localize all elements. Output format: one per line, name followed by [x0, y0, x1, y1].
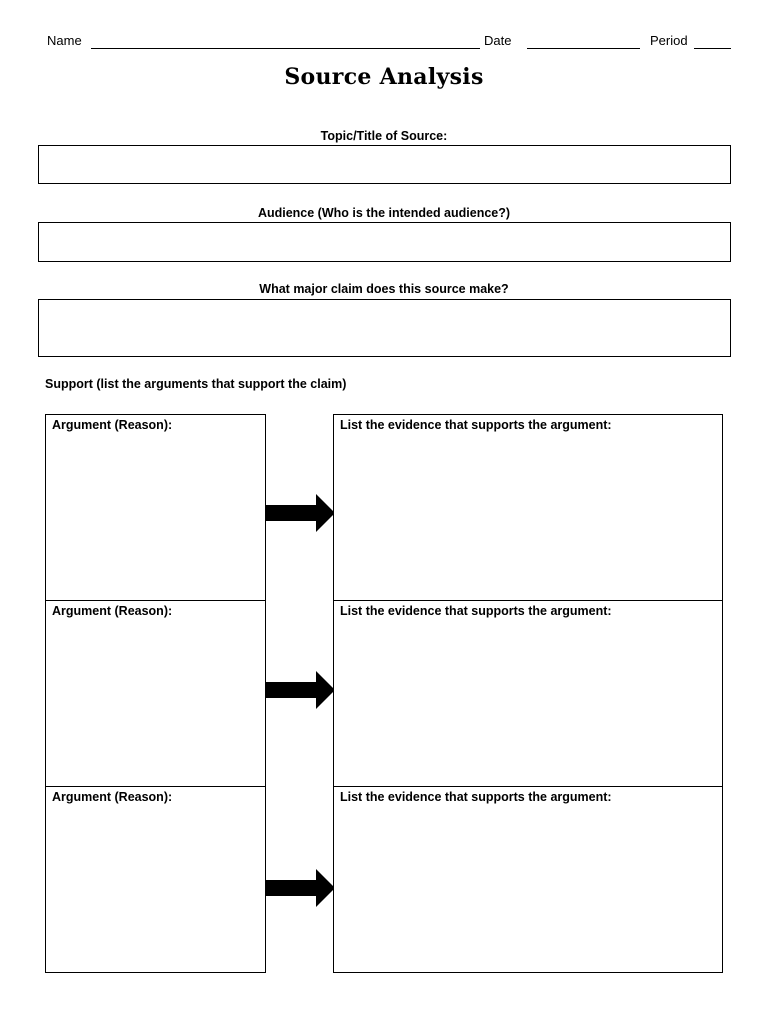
- evidence-box-3[interactable]: [333, 786, 723, 973]
- arrow-right-icon: [265, 671, 335, 709]
- page-title: Source Analysis: [284, 64, 484, 90]
- argument-box-3[interactable]: [45, 786, 266, 973]
- date-label: Date: [484, 33, 512, 48]
- evidence-label: List the evidence that supports the argument:: [340, 604, 612, 618]
- arrow-right-icon: [265, 869, 335, 907]
- arrow-right-icon: [265, 494, 335, 532]
- argument-box-2[interactable]: [45, 600, 266, 787]
- name-field[interactable]: [91, 34, 480, 49]
- argument-label: Argument (Reason):: [52, 418, 173, 432]
- audience-caption: Audience (Who is the intended audience?): [257, 206, 511, 220]
- period-label: Period: [650, 33, 688, 48]
- evidence-label: List the evidence that supports the argument:: [340, 418, 612, 432]
- argument-box-1[interactable]: [45, 414, 266, 601]
- name-label: Name: [47, 33, 82, 48]
- evidence-label: List the evidence that supports the argument:: [340, 790, 612, 804]
- claim-caption: What major claim does this source make?: [259, 282, 509, 296]
- argument-label: Argument (Reason):: [52, 604, 173, 618]
- audience-input-box[interactable]: [38, 222, 731, 262]
- topic-caption: Topic/Title of Source:: [320, 129, 448, 143]
- topic-input-box[interactable]: [38, 145, 731, 184]
- date-field[interactable]: [527, 34, 640, 49]
- support-label: Support (list the arguments that support the claim): [45, 377, 347, 391]
- evidence-box-2[interactable]: [333, 600, 723, 787]
- period-field[interactable]: [694, 34, 731, 49]
- claim-input-box[interactable]: [38, 299, 731, 357]
- argument-label: Argument (Reason):: [52, 790, 173, 804]
- evidence-box-1[interactable]: [333, 414, 723, 601]
